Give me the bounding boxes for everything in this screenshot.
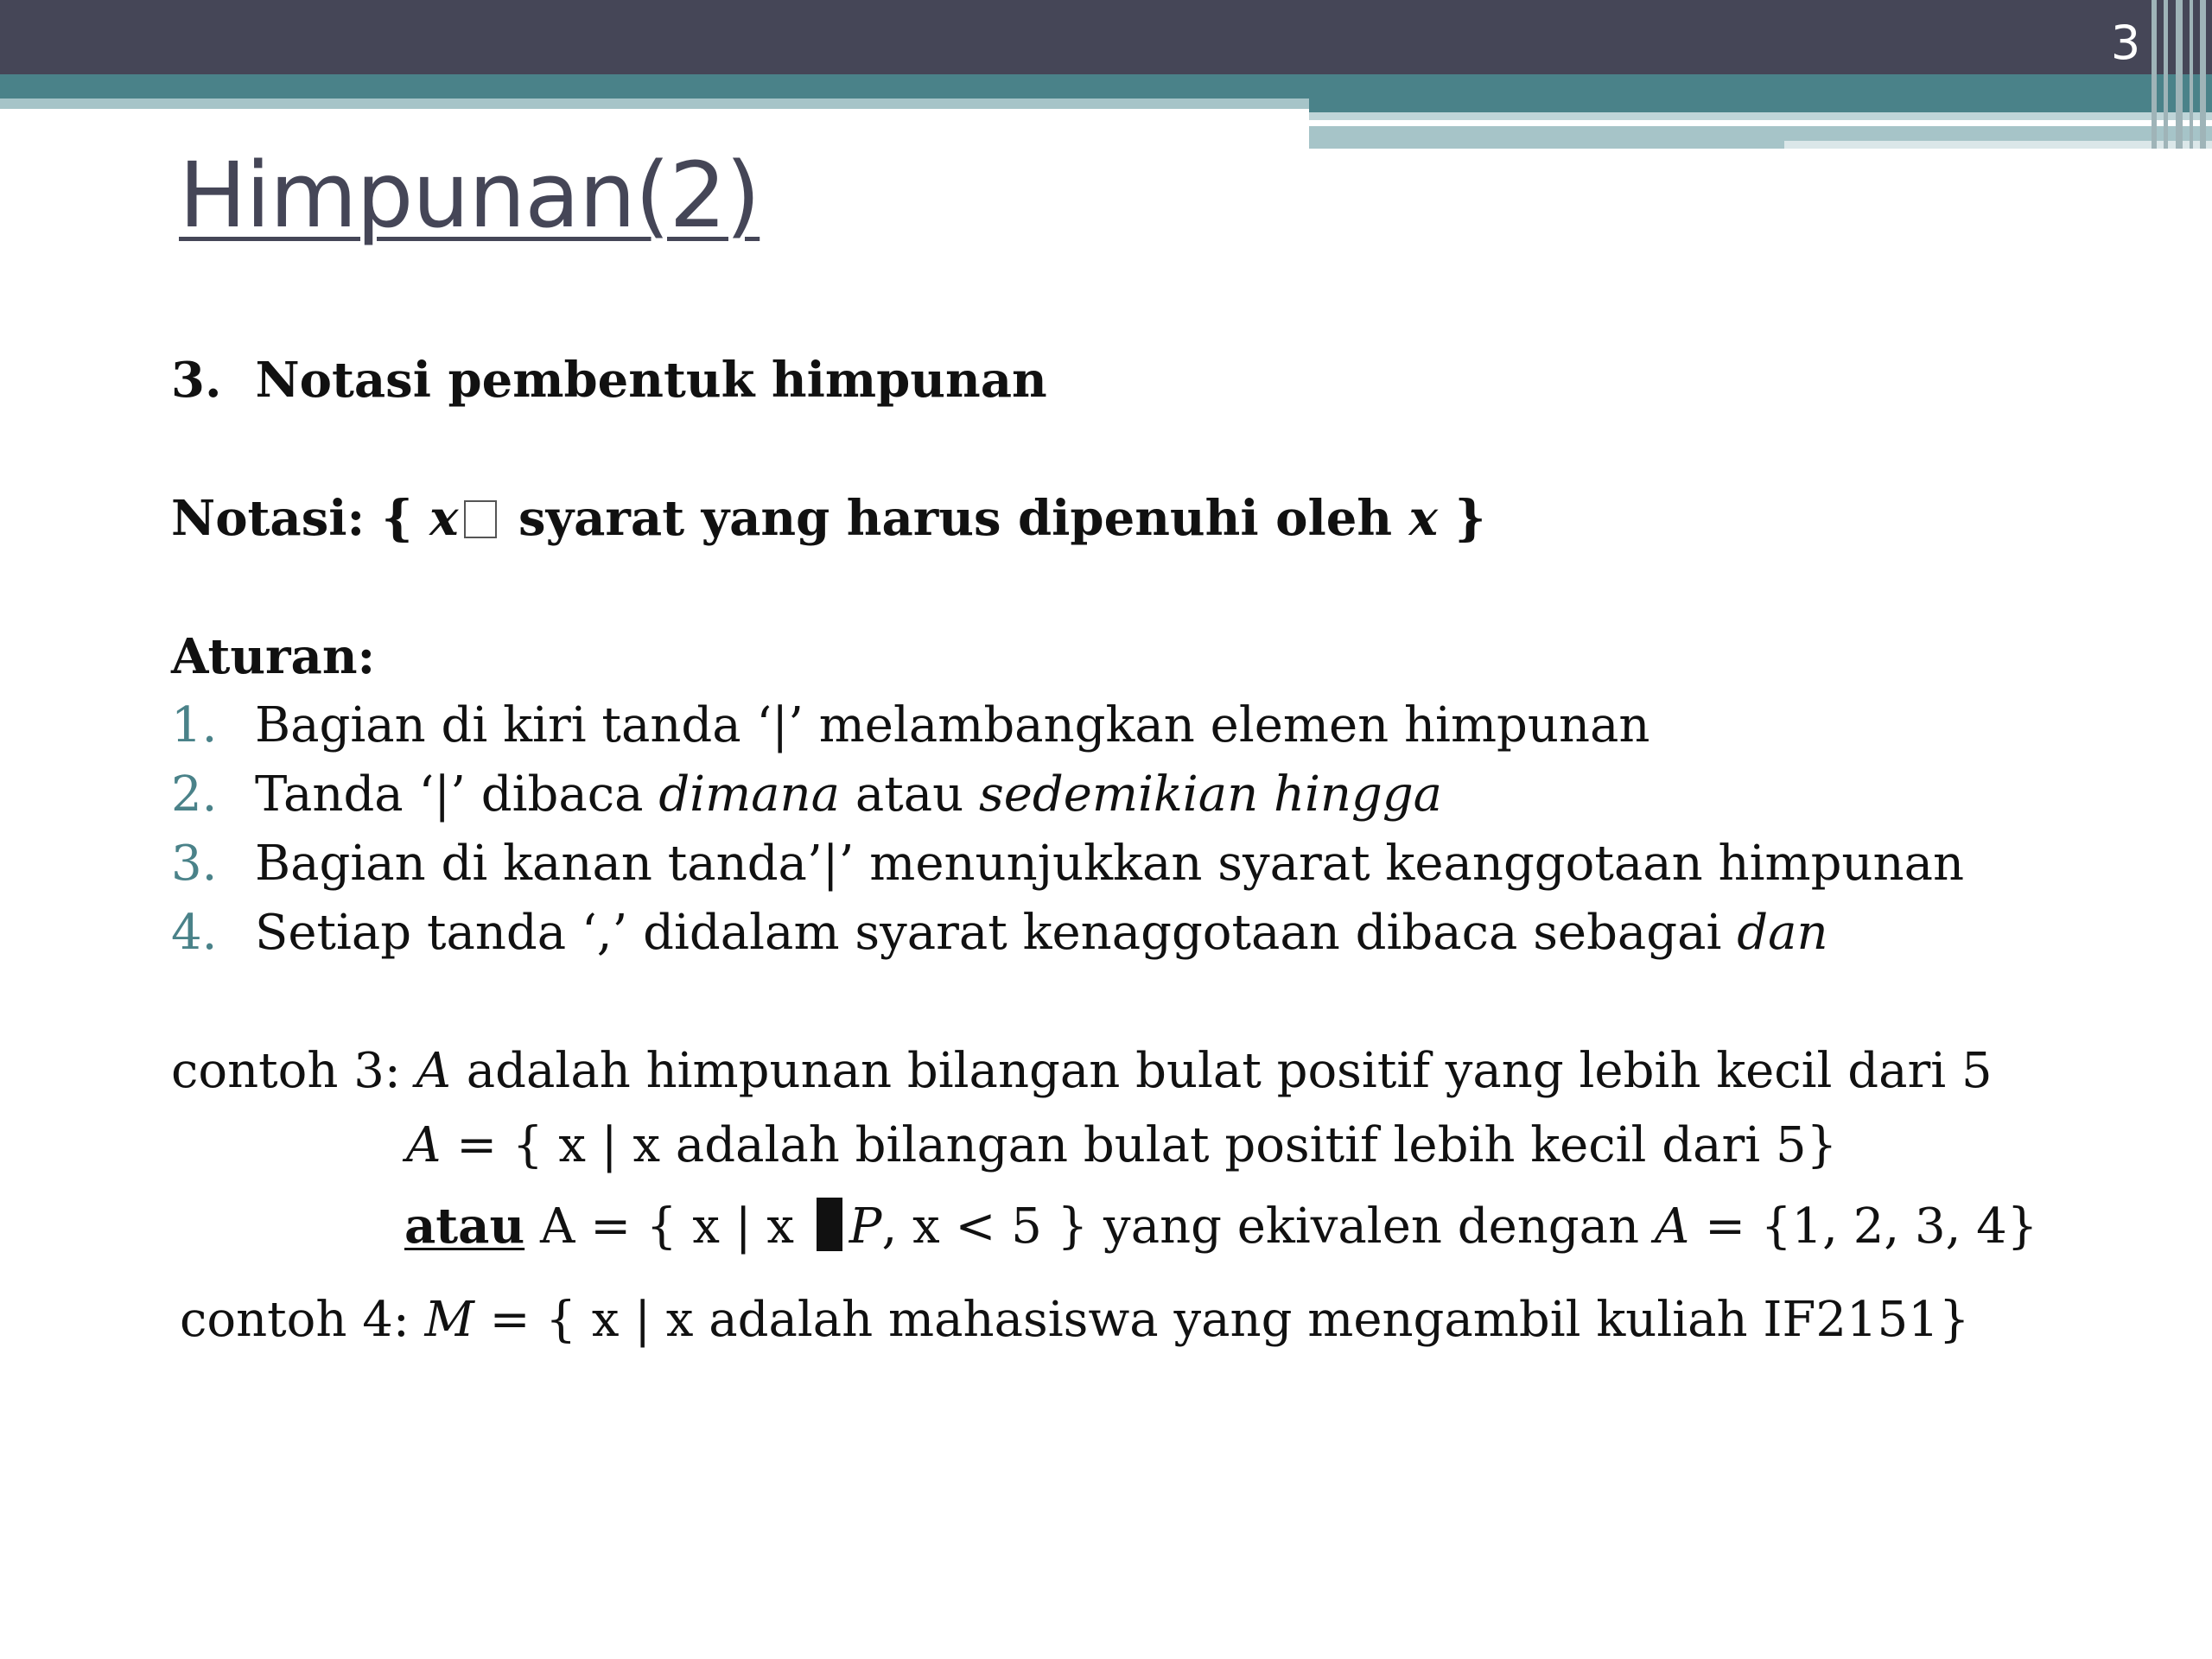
header-decor-band [1309, 120, 2048, 126]
header-light-bar [0, 99, 1309, 109]
example-3-line-1 [171, 1043, 1993, 1099]
list-number: 2. [171, 766, 218, 823]
math-expression: = { x | x adalah mahasiswa yang mengambil kuliah IF2151} [474, 1292, 1970, 1348]
list-number: 3. [171, 836, 218, 892]
list-item-text: Bagian di kanan tanda’|’ menunjukkan syarat keanggotaan himpunan [255, 836, 1965, 892]
header-decor-band [1309, 112, 2212, 120]
notation-var: x [1408, 490, 1438, 547]
element-of-icon [817, 1198, 842, 1251]
math-set: = {1, 2, 3, 4} [1689, 1198, 2038, 1255]
list-number: 4. [171, 905, 218, 961]
math-expression: , x < 5 } yang ekivalen dengan [881, 1198, 1655, 1255]
text-run: atau [840, 766, 979, 823]
example-label: contoh 3: [171, 1043, 416, 1099]
example-4-line [180, 1292, 1970, 1348]
math-var: M [424, 1292, 474, 1348]
section-number: 3. [171, 352, 222, 409]
math-var: A [416, 1043, 451, 1099]
list-item [171, 905, 218, 961]
rules-heading: Aturan: [171, 628, 376, 685]
slide-number: 3 [2110, 16, 2141, 70]
slide-title: Himpunan(2) [179, 143, 760, 248]
math-var: A [1654, 1198, 1690, 1255]
italic-run: dan [1737, 905, 1828, 961]
header-decor-band [1309, 99, 2212, 112]
header-accent-bar [0, 74, 2212, 99]
math-expression: A = { x | x [524, 1198, 810, 1255]
notation-var: x [429, 490, 459, 547]
section-heading-text: Notasi pembentuk himpunan [255, 352, 1047, 409]
example-desc: adalah himpunan bilangan bulat positif yang lebih kecil dari 5 [450, 1043, 1993, 1099]
list-item [171, 697, 218, 753]
atau-keyword: atau [404, 1198, 525, 1255]
notation-prefix: Notasi: { [171, 490, 430, 547]
list-item-text [255, 905, 1828, 961]
header-bar [0, 0, 2212, 74]
header-vertical-stripes [2152, 0, 2212, 149]
example-label: contoh 4: [180, 1292, 425, 1348]
notation-suffix: syarat yang harus dipenuhi oleh [501, 490, 1409, 547]
text-run: Setiap tanda ‘,’ didalam syarat kenaggotaan dibaca sebagai [255, 905, 1738, 961]
list-item-text: Bagian di kiri tanda ‘|’ melambangkan elemen himpunan [255, 697, 1650, 753]
italic-run: dimana [658, 766, 841, 823]
example-3-line-2 [406, 1117, 1838, 1173]
italic-run: sedemikian hingga [978, 766, 1443, 823]
list-item [171, 766, 218, 823]
list-item [171, 836, 218, 892]
list-item-text [255, 766, 1443, 823]
notation-line [171, 490, 1486, 547]
math-expression: = { x | x adalah bilangan bulat positif lebih kecil dari 5} [441, 1117, 1838, 1173]
header-decor-band [1784, 141, 2212, 149]
notation-close: } [1437, 490, 1486, 547]
list-number: 1. [171, 697, 218, 753]
section-heading [171, 352, 1047, 409]
math-var: P [849, 1198, 882, 1255]
math-var: A [406, 1117, 442, 1173]
example-3-line-3 [404, 1198, 2038, 1255]
text-run: Tanda ‘|’ dibaca [255, 766, 659, 823]
missing-glyph-icon [464, 500, 497, 538]
